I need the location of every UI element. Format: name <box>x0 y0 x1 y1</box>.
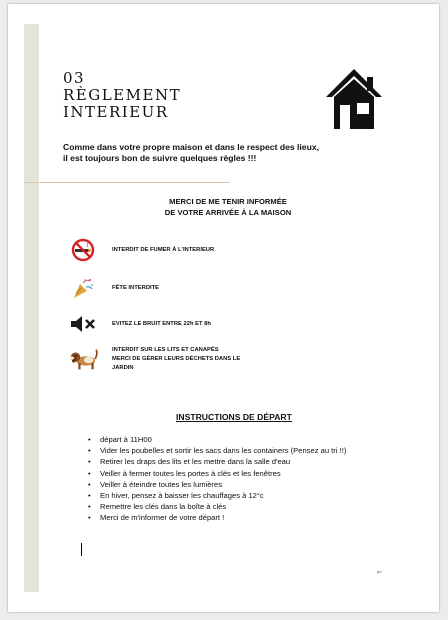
list-item: • En hiver, pensez à baisser les chauffages à 12°c <box>88 490 346 501</box>
document-page <box>8 4 439 612</box>
list-item: • départ à 11H00 <box>88 434 346 445</box>
list-item: • Remettre les clés dans la boîte à clés <box>88 501 346 512</box>
rule-text: EVITEZ LE BRUIT ENTRE 22h ET 8h <box>112 320 211 327</box>
list-item: • Veiller à éteindre toutes les lumières <box>88 479 346 490</box>
page-number: pn <box>377 569 382 574</box>
rule-no-noise <box>68 312 211 336</box>
rule-text: FÊTE INTERDITE <box>112 284 160 291</box>
divider-line <box>24 182 230 183</box>
rule-pets <box>68 344 240 374</box>
party-popper-icon <box>71 276 95 300</box>
page-title <box>63 70 181 121</box>
arrival-notice-line-2: DE VOTRE ARRIVÉE À LA MAISON <box>164 208 292 217</box>
intro-line-2: il est toujours bon de suivre quelques règles !!! <box>63 153 257 163</box>
departure-instructions-title: INSTRUCTIONS DE DÉPART <box>176 412 292 422</box>
rule-no-party <box>68 276 159 300</box>
intro-text <box>63 142 353 164</box>
house-icon <box>324 67 384 131</box>
mute-speaker-icon <box>69 314 97 334</box>
list-item: • Retirer les draps des lits et les mettre dans la salle d'eau <box>88 456 346 467</box>
departure-instructions-list <box>88 434 346 524</box>
list-item: • Merci de m'informer de votre départ ! <box>88 512 346 523</box>
title-number: 03 <box>63 69 86 87</box>
list-item: • Veiller à fermer toutes les portes à clés et les fenêtres <box>88 468 346 479</box>
dog-icon <box>68 346 98 372</box>
text-cursor[interactable] <box>81 543 82 556</box>
title-line-reglement: RÈGLEMENT <box>63 86 182 104</box>
left-decorative-stripe <box>24 24 39 592</box>
intro-line-1: Comme dans votre propre maison et dans le respect des lieux, <box>63 142 319 152</box>
list-item: • Vider les poubelles et sortir les sacs dans les containers (Pensez au tri !!) <box>88 445 346 456</box>
rule-text: INTERDIT DE FUMER À L'INTERIEUR <box>112 246 215 253</box>
title-line-interieur: INTERIEUR <box>63 103 169 121</box>
rule-text: INTERDIT SUR LES LITS ET CANAPÉS MERCI DE GÉRER LEURS DÉCHETS DANS LE JARDIN <box>112 346 241 371</box>
arrival-notice-line-1: MERCI DE ME TENIR INFORMÉE <box>169 197 287 206</box>
rule-no-smoking <box>68 238 214 262</box>
no-smoking-icon <box>71 238 95 262</box>
arrival-notice <box>128 196 328 218</box>
